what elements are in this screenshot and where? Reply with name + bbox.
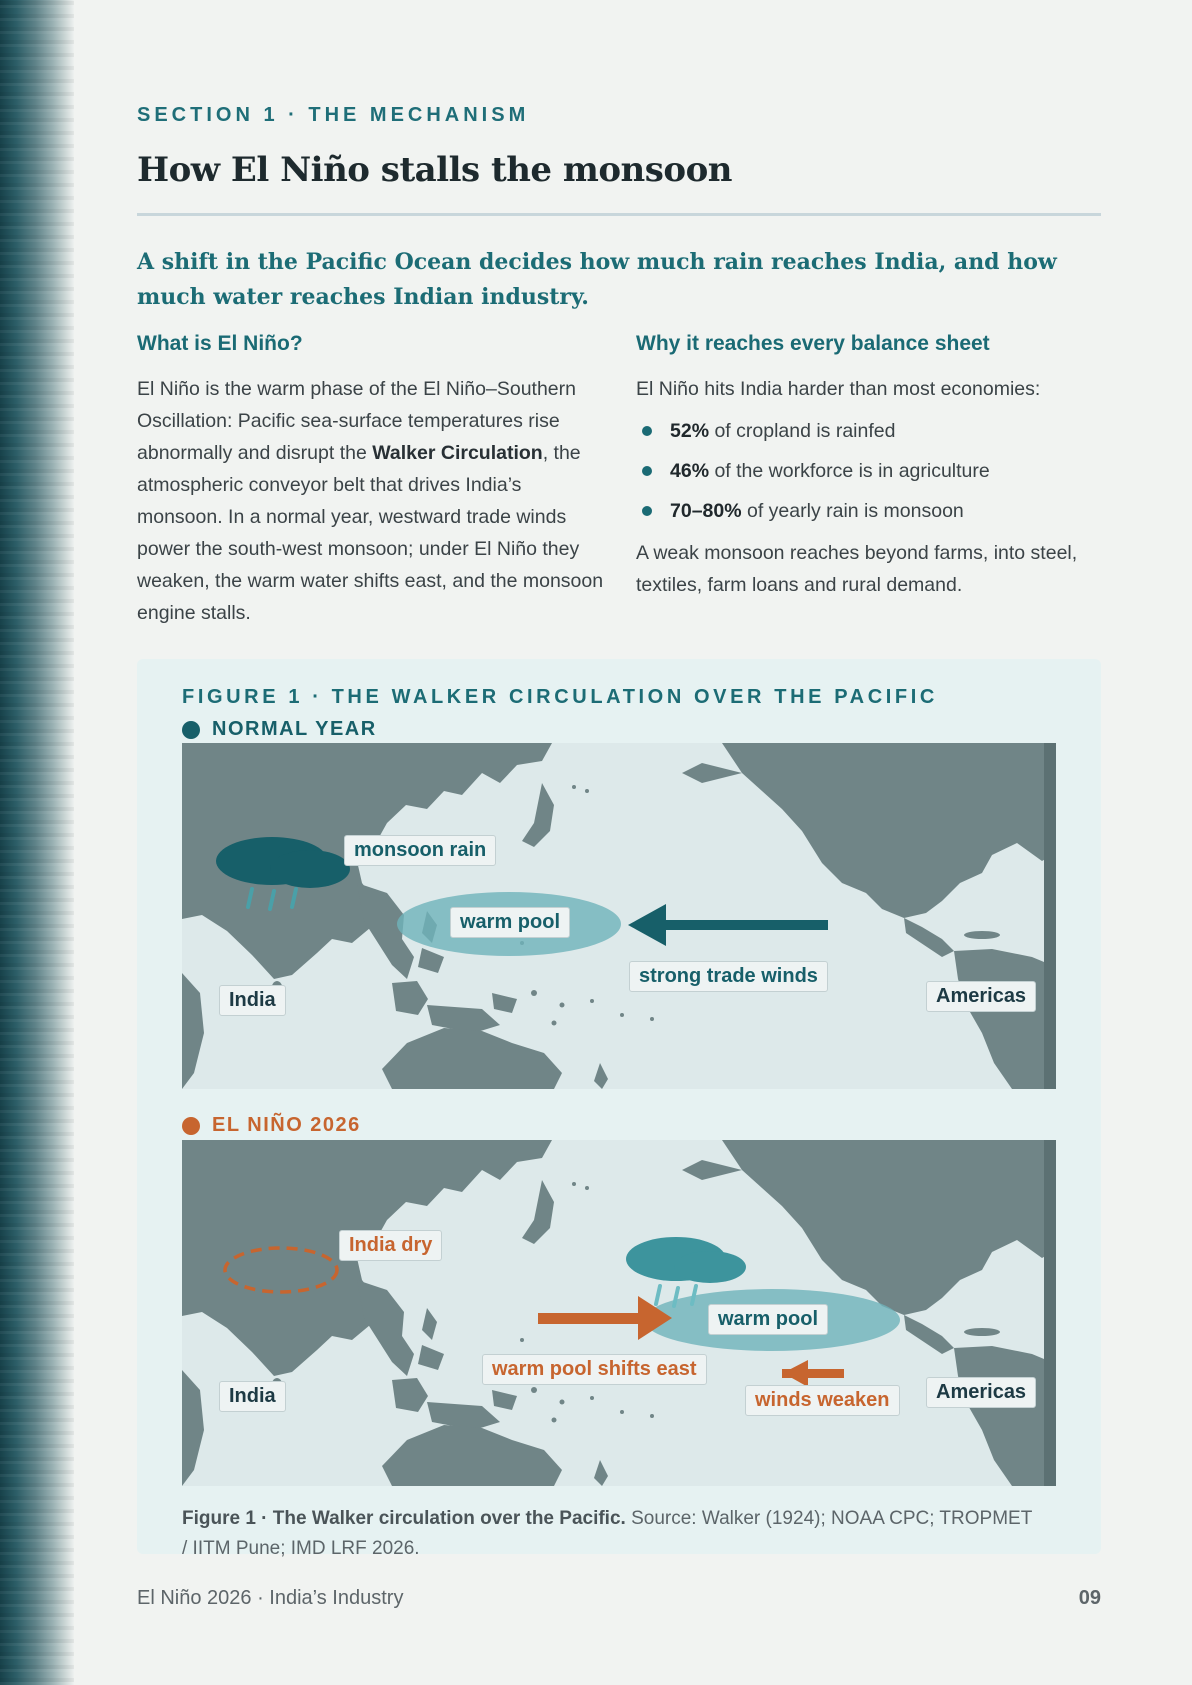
right-column (636, 332, 1101, 601)
walker-circulation-figure (137, 659, 1101, 1559)
el-nino-2026-label-text: EL NIÑO 2026 (212, 1114, 361, 1136)
bullet-item (636, 451, 1101, 491)
title-divider (137, 213, 1101, 216)
right-column-intro: El Niño hits India harder than most economies: (636, 378, 1041, 400)
winds-weaken-label: winds weaken (745, 1385, 900, 1416)
walker-circulation-term: Walker Circulation (372, 442, 543, 464)
figure-caption (182, 1504, 1032, 1564)
definition-text-2: , the atmospheric conveyor belt that drives India’s monsoon. In a normal year, westward trade winds power the south-west monsoon; under El Niño they weaken, the warm water shifts east, and the monsoon engine stalls. (137, 442, 604, 624)
warm-pool-shift-label: warm pool shifts east (482, 1354, 707, 1385)
bullet-item (636, 491, 1101, 531)
warm-pool-label: warm pool (450, 907, 570, 938)
normal-year-map (182, 743, 1056, 1089)
right-column-closing: A weak monsoon reaches beyond farms, into steel, textiles, farm loans and rural demand. (636, 542, 1078, 596)
page-title: How El Niño stalls the monsoon (137, 150, 732, 190)
section-eyebrow: SECTION 1 · THE MECHANISM (137, 104, 530, 126)
americas-label-2: Americas (926, 1377, 1036, 1408)
bullet-text: of the workforce is in agriculture (709, 460, 990, 482)
india-label: India (219, 985, 286, 1016)
left-column-heading: What is El Niño? (137, 332, 303, 355)
india-dry-label: India dry (339, 1230, 442, 1261)
el-nino-2026-label (182, 1114, 361, 1137)
bullet-value: 70–80% (670, 500, 742, 522)
bullet-value: 46% (670, 460, 710, 482)
definition-text-1: El Niño is the warm phase of the El Niño–Southern Oscillation: Pacific sea-surface temperatures rise abnormally and disrupt the (137, 378, 576, 464)
page-number: 09 (1078, 1587, 1101, 1609)
el-nino-map (182, 1140, 1056, 1486)
trade-winds-label: strong trade winds (629, 961, 828, 992)
left-column (137, 332, 607, 629)
lede-paragraph: A shift in the Pacific Ocean decides how much rain reaches India, and how much water reaches Indian industry. (137, 249, 1057, 310)
monsoon-rain-label: monsoon rain (344, 835, 496, 866)
normal-year-map-graphic (182, 743, 1056, 1089)
warm-pool-shifted-label: warm pool (708, 1304, 828, 1335)
teal-dot-icon (182, 721, 200, 739)
bullet-text: of yearly rain is monsoon (741, 500, 964, 522)
bullet-item (636, 411, 1101, 451)
right-column-heading: Why it reaches every balance sheet (636, 332, 990, 355)
bullet-text: of cropland is rainfed (709, 420, 896, 442)
bullet-value: 52% (670, 420, 710, 442)
exposure-bullets (636, 411, 1101, 531)
orange-dot-icon (182, 1117, 200, 1135)
el-nino-definition (137, 373, 607, 629)
normal-year-label-text: NORMAL YEAR (212, 718, 377, 740)
caption-title: Figure 1 · The Walker circulation over the Pacific. (182, 1508, 626, 1529)
footer-publication: El Niño 2026 · India’s Industry (137, 1587, 404, 1609)
india-label-2: India (219, 1381, 286, 1412)
book-spine-shadow (0, 0, 74, 1685)
normal-year-label (182, 718, 377, 741)
el-nino-map-graphic (182, 1140, 1056, 1486)
caption-source: Source: Walker (1924); NOAA CPC; TROPMET / IITM Pune; IMD LRF 2026. (182, 1508, 1032, 1559)
americas-label: Americas (926, 981, 1036, 1012)
figure-title: FIGURE 1 · THE WALKER CIRCULATION OVER THE PACIFIC (182, 686, 938, 708)
